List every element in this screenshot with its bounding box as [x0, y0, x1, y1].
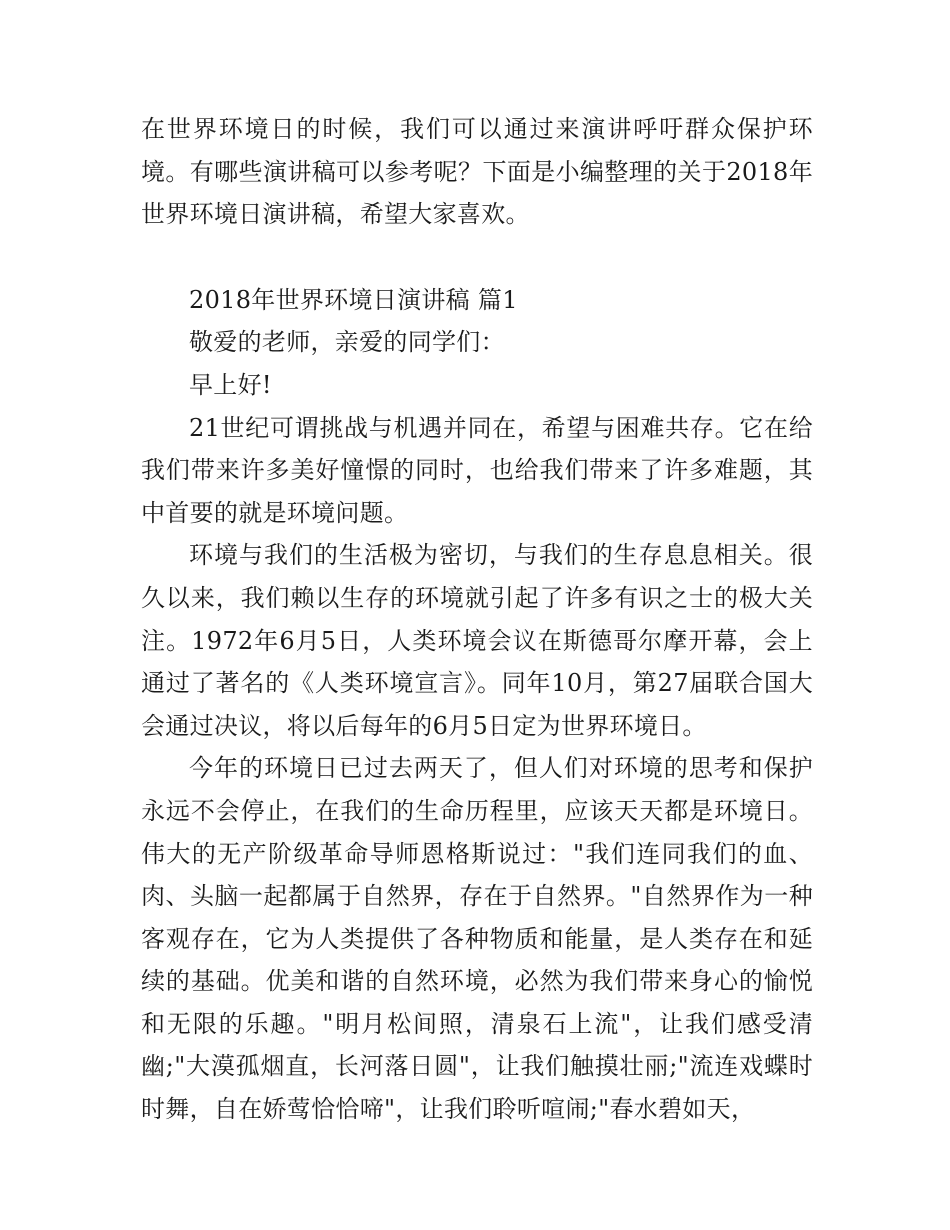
- document-page: [141, 108, 813, 1131]
- section-title: 2018年世界环境日演讲稿 篇1: [189, 285, 518, 314]
- body-paragraph-3: 今年的环境日已过去两天了，但人们对环境的思考和保护永远不会停止，在我们的生命历程里，应该天天都是环境日。伟大的无产阶级革命导师恩格斯说过："我们连同我们的血、肉、头脑一起都属于自然界，存在于自然界。"自然界作为一种客观存在，它为人类提供了各种物质和能量，是人类存在和延续的基础。优美和谐的自然环境，必然为我们带来身心的愉悦和无限的乐趣。"明月松间照，清泉石上流"，让我们感受清幽;"大漠孤烟直，长河落日圆"，让我们触摸壮丽;"流连戏蝶时时舞，自在娇莺恰恰啼"，让我们聆听喧闹;"春水碧如天，: [141, 754, 813, 1124]
- salutation: 敬爱的老师，亲爱的同学们：: [189, 328, 505, 357]
- body-paragraph-2: 环境与我们的生活极为密切，与我们的生存息息相关。很久以来，我们赖以生存的环境就引起了许多有识之士的极大关注。1972年6月5日，人类环境会议在斯德哥尔摩开幕，会上通过了著名的《人类环境宣言》。同年10月，第27届联合国大会通过决议，将以后每年的6月5日定为世界环境日。: [141, 541, 813, 740]
- greeting: 早上好!: [189, 370, 272, 399]
- intro-paragraph: 在世界环境日的时候，我们可以通过来演讲呼吁群众保护环境。有哪些演讲稿可以参考呢？下面是小编整理的关于2018年世界环境日演讲稿，希望大家喜欢。: [141, 115, 813, 229]
- body-paragraph-1: 21世纪可谓挑战与机遇并同在，希望与困难共存。它在给我们带来许多美好憧憬的同时，也给我们带来了许多难题，其中首要的就是环境问题。: [141, 413, 813, 527]
